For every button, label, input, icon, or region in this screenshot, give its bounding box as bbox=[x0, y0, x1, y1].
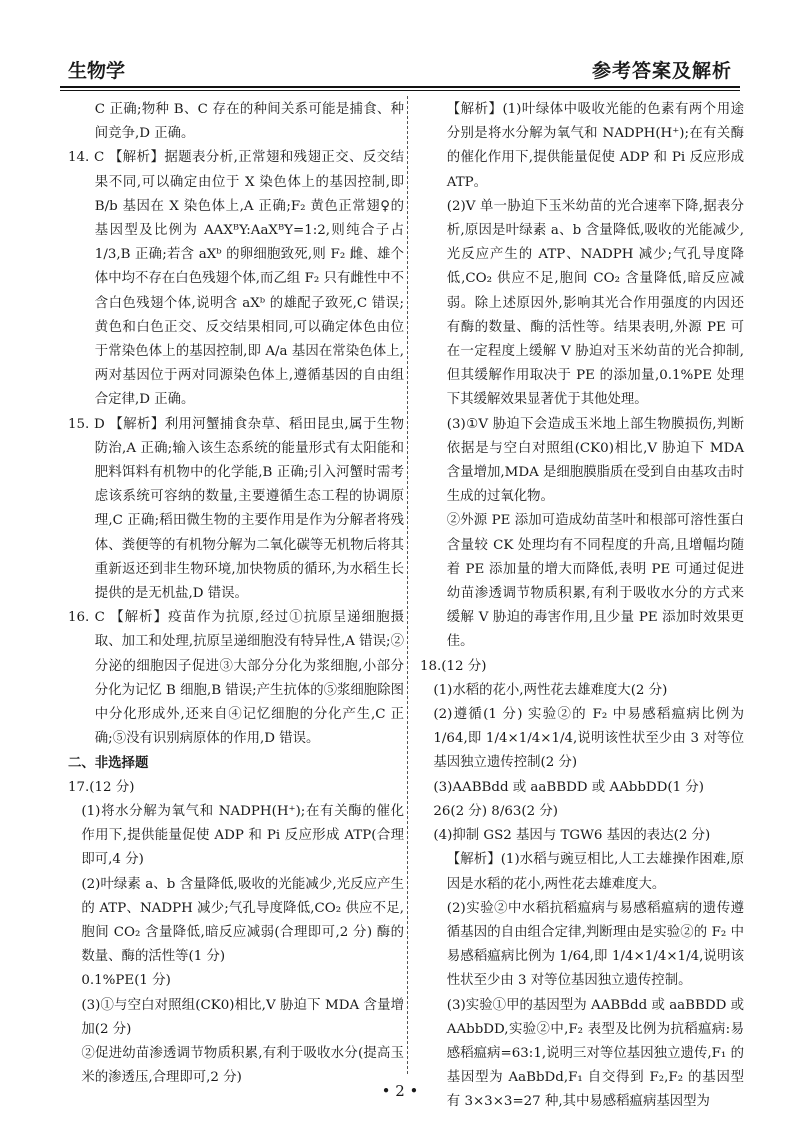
answer-paragraph: (4)抑制 GS2 基因与 TGW6 基因的表达(2 分) bbox=[433, 828, 711, 844]
answer-paragraph: 16. C 【解析】疫苗作为抗原,经过①抗原呈递细胞摄取、加工和处理,抗原呈递细胞没有特异性,A 错误;②分泌的细胞因子促进③大部分分化为浆细胞,小部分分化为记忆 B 细胞,B 错误;产生抗体的⑤浆细胞除图中分化形成外,还来自④记忆细胞的分化产生,C 正确;⑤没有识别病原体的作用,D 错误。 bbox=[68, 610, 404, 747]
answer-paragraph: 15. D 【解析】利用河蟹捕食杂草、稻田昆虫,属于生物防治,A 正确;输入该生态系统的能量形式有太阳能和肥料饵料有机物中的化学能,B 正确;引入河蟹时需考虑该系统可容纳的数量,主要遵循生态工程的协调原理,C 正确;稻田微生物的主要作用是作为分解者将残体、粪便等的有机物分解为二氧化碳等无机物后将其重新返还到非生物环境,加快物质的循环,为水稻生长提供的是无机盐,D 错误。 bbox=[68, 416, 404, 602]
header-rule bbox=[60, 86, 740, 88]
answer-paragraph: ②促进幼苗渗透调节物质积累,有利于吸收水分(提高玉米的渗透压,合理即可,2 分) bbox=[81, 1045, 404, 1086]
answer-paragraph: (3)实验①甲的基因型为 AABBdd 或 aaBBDD 或 AAbbDD,实验②中,F₂ 表型及比例为抗稻瘟病:易感稻瘟病=63:1,说明三对等位基因独立遗传,F₁ 的基因型为 AaBbDd,F₁ 自交得到 F₂,F₂ 的基因型有 3×3×3=27 种,其中易感稻瘟病基因型为 bbox=[446, 997, 744, 1110]
answer-paragraph: 26(2 分) 8/63(2 分) bbox=[433, 803, 558, 819]
answer-paragraph: C 正确;物种 B、C 存在的种间关系可能是捕食、种间竞争,D 正确。 bbox=[94, 102, 404, 142]
answer-paragraph: (2)实验②中水稻抗稻瘟病与易感稻瘟病的遗传遵循基因的自由组合定律,判断理由是实验②的 F₂ 中易感稻瘟病比例为 1/64,即 1/4×1/4×1/4,说明该性状至少由 3 对等位基因独立遗传控制。 bbox=[446, 900, 744, 989]
answer-paragraph: 14. C 【解析】据题表分析,正常翅和残翅正交、反交结果不同,可以确定由位于 X 染色体上的基因控制,即 B/b 基因在 X 染色体上,A 正确;F₂ 黄色正常翅♀的基因型及比例为 AAXᴮY:AaXᴮY=1:2,则纯合子占 1/3,B 正确;若含 aXᵇ 的卵细胞致死,则 F₂ 雌、雄个体中均不存在白色残翅个体,而乙组 F₂ 只有雌性中不含白色残翅个体,说明含 aXᵇ 的雄配子致死,C 错误;黄色和白色正交、反交结果相同,可以确定体色由位于常染色体上的基因控制,即 A/a 基因在常染色体上,两对基因位于两对同源染色体上,遵循基因的自由组合定律,D 正确。 bbox=[68, 150, 404, 408]
section-title: 参考答案及解析 bbox=[591, 60, 732, 82]
answer-paragraph: ②外源 PE 添加可造成幼苗茎叶和根部可溶性蛋白含量较 CK 处理均有不同程度的升高,且增幅均随着 PE 添加量的增大而降低,表明 PE 可通过促进幼苗渗透调节物质积累,有利于吸收水分的方式来缓解 V 胁迫的毒害作用,且少量 PE 添加时效果更佳。 bbox=[446, 513, 744, 650]
answer-paragraph: (2)遵循(1 分) 实验②的 F₂ 中易感稻瘟病比例为 1/64,即 1/4×1/4×1/4,说明该性状至少由 3 对等位基因独立遗传控制(2 分) bbox=[433, 707, 744, 771]
answer-paragraph: (2)叶绿素 a、b 含量降低,吸收的光能减少,光反应产生的 ATP、NADPH 减少;气孔导度降低,CO₂ 供应不足,胞间 CO₂ 含量降低,暗反应减弱(合理即可,2 分) 酶的数量、酶的活性等(1 分) bbox=[81, 876, 404, 965]
answer-paragraph: (2)V 单一胁迫下玉米幼苗的光合速率下降,据表分析,原因是叶绿素 a、b 含量降低,吸收的光能减少,光反应产生的 ATP、NADPH 减少;气孔导度降低,CO₂ 供应不足,胞间 CO₂ 含量降低,暗反应减弱。除上述原因外,影响其光合作用强度的内因还有酶的数量、酶的活性等。结果表明,外源 PE 可在一定程度上缓解 V 胁迫对玉米幼苗的光合抑制,但其缓解作用取决于 PE 的添加量,0.1%PE 处理下其缓解效果显著优于其他处理。 bbox=[446, 198, 744, 408]
header-rule-thin bbox=[60, 90, 740, 91]
answer-paragraph: 17.(12 分) bbox=[68, 779, 135, 795]
answer-paragraph: 【解析】(1)水稻与豌豆相比,人工去雄操作困难,原因是水稻的花小,两性花去雄难度大。 bbox=[446, 852, 744, 892]
column-divider bbox=[407, 96, 408, 1074]
answer-paragraph: (3)AABBdd 或 aaBBDD 或 AAbbDD(1 分) bbox=[433, 779, 705, 795]
answer-paragraph: (3)①V 胁迫下会造成玉米地上部生物膜损伤,判断依据是与空白对照组(CK0)相比,V 胁迫下 MDA 含量增加,MDA 是细胞膜脂质在受到自由基攻击时生成的过氧化物。 bbox=[446, 416, 744, 505]
page-number: • 2 • bbox=[381, 1082, 419, 1100]
left-column bbox=[68, 98, 404, 1086]
answer-paragraph: 【解析】(1)叶绿体中吸收光能的色素有两个用途分别是将水分解为氧气和 NADPH(H⁺);在有关酶的催化作用下,提供能量促使 ADP 和 Pi 反应形成 ATP。 bbox=[446, 102, 744, 190]
answer-paragraph: 0.1%PE(1 分) bbox=[81, 973, 171, 989]
answer-paragraph: 18.(12 分) bbox=[420, 658, 487, 674]
answer-paragraph: 二、非选择题 bbox=[68, 755, 149, 772]
subject-label: 生物学 bbox=[68, 60, 126, 82]
right-column bbox=[420, 98, 744, 1110]
answer-paragraph: (1)水稻的花小,两性花去雄难度大(2 分) bbox=[433, 682, 668, 698]
answer-paragraph: (1)将水分解为氧气和 NADPH(H⁺);在有关酶的催化作用下,提供能量促使 ADP 和 Pi 反应形成 ATP(合理即可,4 分) bbox=[81, 803, 404, 868]
answer-paragraph: (3)①与空白对照组(CK0)相比,V 胁迫下 MDA 含量增加(2 分) bbox=[81, 997, 404, 1037]
